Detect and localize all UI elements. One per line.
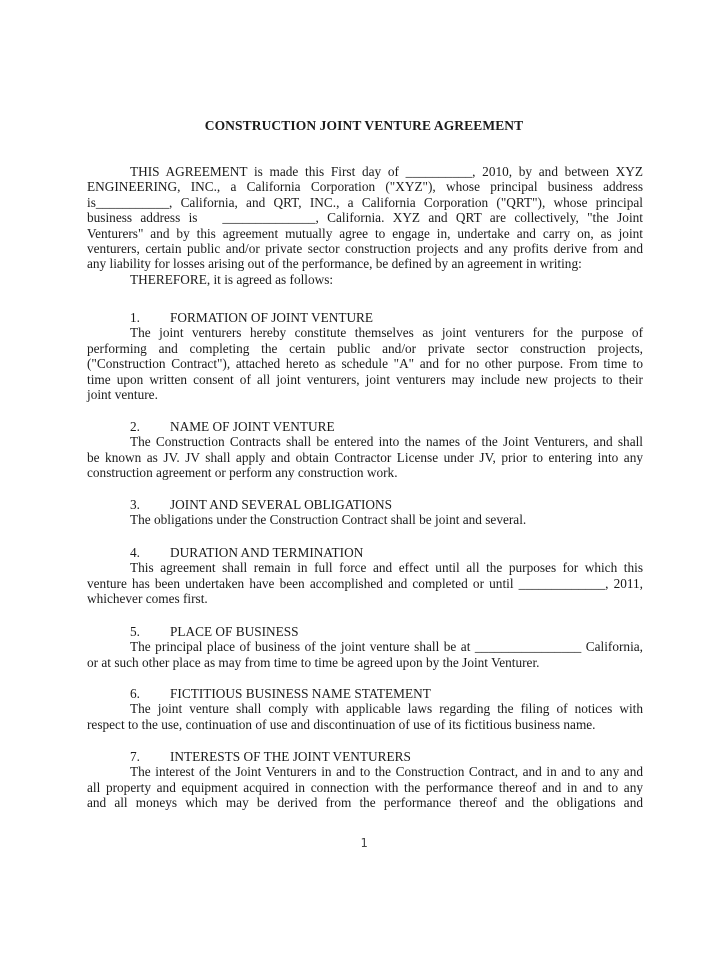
page-number: 1 xyxy=(360,836,368,850)
intro-line: THIS AGREEMENT is made this First day of __________, 2010, by and between XYZ xyxy=(130,164,643,179)
section-heading xyxy=(87,497,643,512)
section-line: venture has been undertaken have been accomplished and completed or until _____________, 2011, xyxy=(87,575,643,591)
intro-line: any liability for losses arising out of the performance, be defined by an agreement in writing: xyxy=(87,256,582,272)
section-line: The Construction Contracts shall be entered into the names of the Joint Venturers, and shall xyxy=(130,434,643,450)
section-title: NAME OF JOINT VENTURE xyxy=(170,419,335,434)
section-line: The principal place of business of the joint venture shall be at ________________ California, xyxy=(130,639,643,655)
section-number: 5. xyxy=(130,624,140,639)
section-place-of-business xyxy=(87,624,643,670)
section-line: ("Construction Contract"), attached hereto as schedule "A" and for no other purpose. From time to xyxy=(87,356,643,372)
section-title: INTERESTS OF THE JOINT VENTURERS xyxy=(170,749,411,764)
section-heading xyxy=(87,624,643,639)
section-title: DURATION AND TERMINATION xyxy=(170,545,364,560)
section-fictitious-name xyxy=(87,686,643,732)
section-heading xyxy=(87,686,643,701)
section-number: 1. xyxy=(130,310,140,325)
section-number: 4. xyxy=(130,545,140,560)
section-duration xyxy=(87,545,643,607)
section-line: or at such other place as may from time to time be agreed upon by the Joint Venturer. xyxy=(87,654,540,670)
section-line: The obligations under the Construction Contract shall be joint and several. xyxy=(130,512,527,528)
section-name xyxy=(87,419,643,481)
section-line: The interest of the Joint Venturers in and to the Construction Contract, and in and to any and xyxy=(130,764,643,780)
section-formation xyxy=(87,310,643,402)
section-line: time upon written consent of all joint venturers, joint venturers may include new projects to their xyxy=(87,371,643,387)
section-title: FORMATION OF JOINT VENTURE xyxy=(170,310,374,325)
document-title: CONSTRUCTION JOINT VENTURE AGREEMENT xyxy=(204,118,524,133)
section-number: 6. xyxy=(130,686,140,701)
section-line: The joint venture shall comply with applicable laws regarding the filing of notices with xyxy=(130,701,643,717)
section-line: all property and equipment acquired in connection with the performance thereof and in and to any xyxy=(87,779,643,795)
section-heading xyxy=(87,749,643,764)
section-line: construction agreement or perform any construction work. xyxy=(87,465,398,481)
section-number: 7. xyxy=(130,749,140,764)
section-heading xyxy=(87,419,643,434)
section-line: joint venture. xyxy=(87,386,158,402)
section-number: 2. xyxy=(130,419,140,434)
intro-line: venturers, certain public and/or private sector construction projects and any profits derive from and xyxy=(87,240,643,256)
section-line: performing and completing the certain public and/or private sector construction projects, xyxy=(87,340,643,356)
section-interests xyxy=(87,749,643,811)
intro-paragraph xyxy=(87,164,643,287)
section-title: JOINT AND SEVERAL OBLIGATIONS xyxy=(170,497,392,512)
intro-line: is___________, California, and QRT, INC., a California Corporation ("QRT"), whose principal xyxy=(87,194,643,210)
section-line: and all moneys which may be derived from the performance thereof and the obligations and xyxy=(87,795,643,811)
section-heading xyxy=(87,310,643,325)
section-obligations xyxy=(87,497,643,528)
section-line: This agreement shall remain in full force and effect until all the purposes for which this xyxy=(130,560,643,576)
intro-line: THEREFORE, it is agreed as follows: xyxy=(130,271,334,287)
intro-line: Venturers" and by this agreement mutually agree to engage in, undertake and carry on, as joint xyxy=(87,225,643,241)
section-line: whichever comes first. xyxy=(87,591,208,607)
section-line: The joint venturers hereby constitute themselves as joint venturers for the purpose of xyxy=(130,325,643,341)
section-line: be known as JV. JV shall apply and obtain Contractor License under JV, prior to entering into any xyxy=(87,449,643,465)
section-line: respect to the use, continuation of use and discontinuation of use of its fictitious business name. xyxy=(87,716,596,732)
intro-line: ENGINEERING, INC., a California Corporation ("XYZ"), whose principal business address xyxy=(87,179,643,195)
section-title: FICTITIOUS BUSINESS NAME STATEMENT xyxy=(170,686,431,701)
section-title: PLACE OF BUSINESS xyxy=(170,624,299,639)
intro-line: business address is ______________, California. XYZ and QRT are collectively, "the Joint xyxy=(87,210,643,226)
section-number: 3. xyxy=(130,497,140,512)
section-heading xyxy=(87,545,643,560)
